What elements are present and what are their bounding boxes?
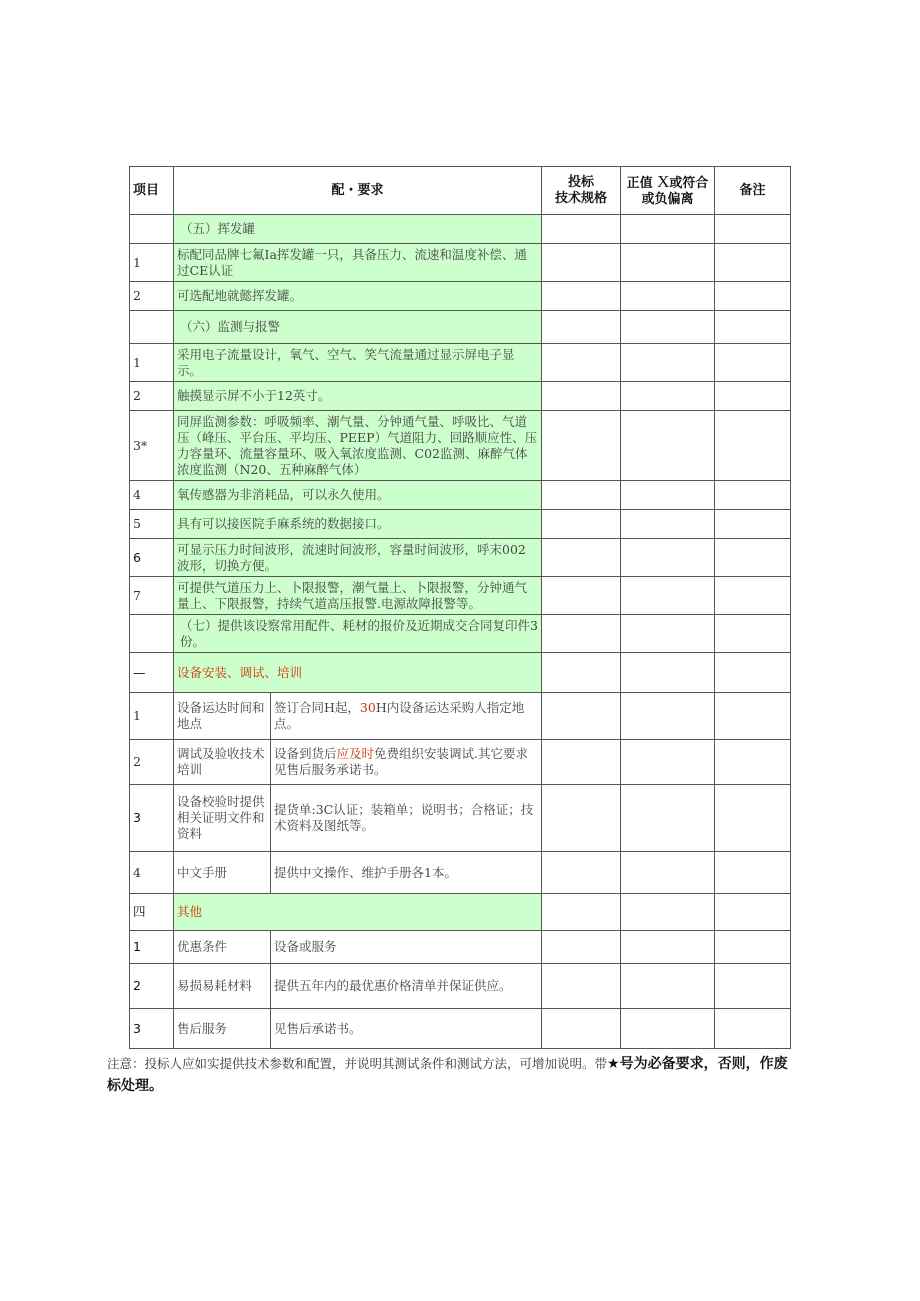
note-cell <box>715 931 791 964</box>
spec-row <box>130 481 791 510</box>
section-title: 其他 <box>174 894 542 931</box>
spec-row <box>130 382 791 411</box>
note-cell <box>715 852 791 894</box>
deviation-cell <box>621 785 715 852</box>
requirement-text: 设备到货后 <box>274 746 337 761</box>
item-name: 易损易耗材料 <box>174 964 271 1009</box>
row-number: 4 <box>130 481 174 510</box>
section-number: — <box>130 653 174 693</box>
deviation-cell <box>621 964 715 1009</box>
note-cell <box>715 894 791 931</box>
note-cell <box>715 539 791 577</box>
item-requirement <box>271 785 542 852</box>
requirement-text: 可选配地就懿挥发罐。 <box>174 282 542 311</box>
note-cell <box>715 964 791 1009</box>
deviation-cell <box>621 931 715 964</box>
row-number: 2 <box>130 964 174 1009</box>
deviation-cell <box>621 740 715 785</box>
spec-row <box>130 215 791 244</box>
row-number: 1 <box>130 931 174 964</box>
deviation-cell <box>621 615 715 653</box>
row-number: 2 <box>130 382 174 411</box>
note-cell <box>715 510 791 539</box>
item-name: 优惠条件 <box>174 931 271 964</box>
row-number: 5 <box>130 510 174 539</box>
highlight-text: 30 <box>359 700 376 715</box>
row-number: 3 <box>130 1009 174 1049</box>
spec-row <box>130 244 791 282</box>
header-requirement: 配・要求 <box>174 167 542 215</box>
header-spec-line2: 技术规格 <box>555 190 608 206</box>
requirement-text: 提供中文操作、维护手册各1本。 <box>274 864 457 880</box>
spec-cell <box>542 311 621 344</box>
row-number: 7 <box>130 577 174 615</box>
requirement-text: 具有可以接医院手麻系统的数据接口。 <box>174 510 542 539</box>
deviation-cell <box>621 693 715 740</box>
spec-cell <box>542 481 621 510</box>
item-requirement: 设备或服务 <box>271 931 542 964</box>
section-row <box>130 653 791 693</box>
requirement-text-tail: 免费组织安装调试.其它要求见售后服务承诺书。 <box>274 746 529 777</box>
highlight-text: 应及时 <box>336 746 375 761</box>
spec-row <box>130 311 791 344</box>
item-name: 中文手册 <box>174 852 271 894</box>
section-number: 四 <box>130 894 174 931</box>
spec-cell <box>542 615 621 653</box>
header-note: 备注 <box>715 167 791 215</box>
note-cell <box>715 1009 791 1049</box>
requirement-text: （六）监测与报警 <box>174 311 542 344</box>
row-number: 2 <box>130 282 174 311</box>
requirement-text: 可提供气道压力上、卜限报警，潮气量上、卜限报警，分钟通气量上、下限报警，持续气道高压报警.电源故障报警等。 <box>174 577 542 615</box>
row-number <box>130 311 174 344</box>
note-cell <box>715 740 791 785</box>
note-cell <box>715 785 791 852</box>
spec-row <box>130 411 791 481</box>
spec-cell <box>542 785 621 852</box>
requirement-text: （七）提供该设察常用配件、耗材的报价及近期成交合同复印件3份。 <box>174 615 542 653</box>
spec-row <box>130 577 791 615</box>
item-name: 调试及验收技术培训 <box>174 740 271 785</box>
row-number: 2 <box>130 740 174 785</box>
deviation-cell <box>621 411 715 481</box>
spec-cell <box>542 215 621 244</box>
header-deviation-line2: 或负偏离 <box>641 191 694 207</box>
spec-row <box>130 510 791 539</box>
install-row <box>130 785 791 852</box>
spec-row <box>130 344 791 382</box>
requirement-text: 可显示压力时间波形，流速时间波形，容量时间波形，呼末002波形，切换方便。 <box>174 539 542 577</box>
row-number: 1 <box>130 344 174 382</box>
install-row <box>130 852 791 894</box>
requirement-text: （五）挥发罐 <box>174 215 542 244</box>
row-number: 6 <box>130 539 174 577</box>
deviation-cell <box>621 852 715 894</box>
footnote-emphasis: ★号为必备要求，否则，作废标处理。 <box>107 1056 788 1094</box>
item-name: 设备运达时间和地点 <box>174 693 271 740</box>
deviation-cell <box>621 481 715 510</box>
deviation-cell <box>621 894 715 931</box>
spec-cell <box>542 740 621 785</box>
other-row <box>130 964 791 1009</box>
footnote <box>107 1053 797 1097</box>
requirement-text: 标配同品牌七氟Ia挥发罐一只，具备压力、流速和温度补偿、通过CE认证 <box>174 244 542 282</box>
spec-cell <box>542 852 621 894</box>
note-cell <box>715 693 791 740</box>
row-number: 4 <box>130 852 174 894</box>
spec-cell <box>542 382 621 411</box>
spec-cell <box>542 653 621 693</box>
note-cell <box>715 653 791 693</box>
section-row <box>130 894 791 931</box>
row-number <box>130 615 174 653</box>
note-cell <box>715 215 791 244</box>
spec-cell <box>542 344 621 382</box>
requirement-text: 触摸显示屏不小于12英寸。 <box>174 382 542 411</box>
note-cell <box>715 244 791 282</box>
note-cell <box>715 382 791 411</box>
note-cell <box>715 411 791 481</box>
footnote-text: 注意：投标人应如实提供技术参数和配置，并说明其测试条件和测试方法，可增加说明。带 <box>107 1056 608 1071</box>
spec-cell <box>542 411 621 481</box>
requirement-text: 提货单:3C认证；装箱单；说明书；合格证；技术资料及图纸等。 <box>274 802 534 833</box>
header-spec <box>542 167 621 215</box>
row-number: 1 <box>130 244 174 282</box>
header-deviation <box>621 167 715 215</box>
deviation-cell <box>621 344 715 382</box>
spec-cell <box>542 964 621 1009</box>
item-requirement <box>271 740 542 785</box>
deviation-cell <box>621 577 715 615</box>
other-row <box>130 1009 791 1049</box>
header-deviation-a: 正值 <box>626 175 653 191</box>
deviation-cell <box>621 510 715 539</box>
item-requirement <box>271 693 542 740</box>
deviation-cell <box>621 382 715 411</box>
install-row <box>130 740 791 785</box>
spec-row <box>130 615 791 653</box>
spec-cell <box>542 539 621 577</box>
spec-cell <box>542 693 621 740</box>
note-cell <box>715 615 791 653</box>
spec-row <box>130 539 791 577</box>
note-cell <box>715 311 791 344</box>
item-name: 设备校验时提供相关证明文件和资料 <box>174 785 271 852</box>
spec-table <box>129 166 791 1049</box>
header-spec-line1: 投标 <box>568 174 595 190</box>
spec-cell <box>542 1009 621 1049</box>
deviation-cell <box>621 653 715 693</box>
spec-cell <box>542 894 621 931</box>
deviation-cell <box>621 215 715 244</box>
spec-cell <box>542 577 621 615</box>
item-requirement: 提供五年内的最优惠价格清单并保证供应。 <box>271 964 542 1009</box>
item-requirement: 见售后承诺书。 <box>271 1009 542 1049</box>
row-number: 1 <box>130 693 174 740</box>
header-deviation-b: 或符合 <box>669 175 709 191</box>
spec-row <box>130 282 791 311</box>
item-requirement <box>271 852 542 894</box>
row-number <box>130 215 174 244</box>
header-item: 项目 <box>130 167 174 215</box>
note-cell <box>715 577 791 615</box>
spec-cell <box>542 244 621 282</box>
section-title: 设备安装、调试、培训 <box>174 653 542 693</box>
note-cell <box>715 481 791 510</box>
header-deviation-x: X <box>657 171 670 191</box>
other-row <box>130 931 791 964</box>
deviation-cell <box>621 539 715 577</box>
requirement-text: 采用电子流量设计，氧气、空气、笑气流量通过显示屏电子显示。 <box>174 344 542 382</box>
table-header-row <box>130 167 791 215</box>
requirement-text: 签订合同H起， <box>274 700 360 715</box>
deviation-cell <box>621 1009 715 1049</box>
install-row <box>130 693 791 740</box>
requirement-text: 同屏监测参数：呼吸频率、潮气量、分钟通气量、呼吸比、气道压（峰压、平台压、平均压、PEEP）气道阻力、回路顺应性、压力容量环、流量容量环、吸入氧浓度监测、C02监测、麻醉气体浓度监测（N20、五种麻醉气体） <box>174 411 542 481</box>
note-cell <box>715 344 791 382</box>
note-cell <box>715 282 791 311</box>
spec-cell <box>542 931 621 964</box>
deviation-cell <box>621 282 715 311</box>
spec-cell <box>542 282 621 311</box>
requirement-text-tail: H内设备运达采购人指定地点。 <box>274 700 525 731</box>
row-number: 3 <box>130 785 174 852</box>
requirement-text: 氧传感器为非消耗品，可以永久使用。 <box>174 481 542 510</box>
item-name: 售后服务 <box>174 1009 271 1049</box>
row-number: 3* <box>130 411 174 481</box>
deviation-cell <box>621 244 715 282</box>
deviation-cell <box>621 311 715 344</box>
spec-cell <box>542 510 621 539</box>
